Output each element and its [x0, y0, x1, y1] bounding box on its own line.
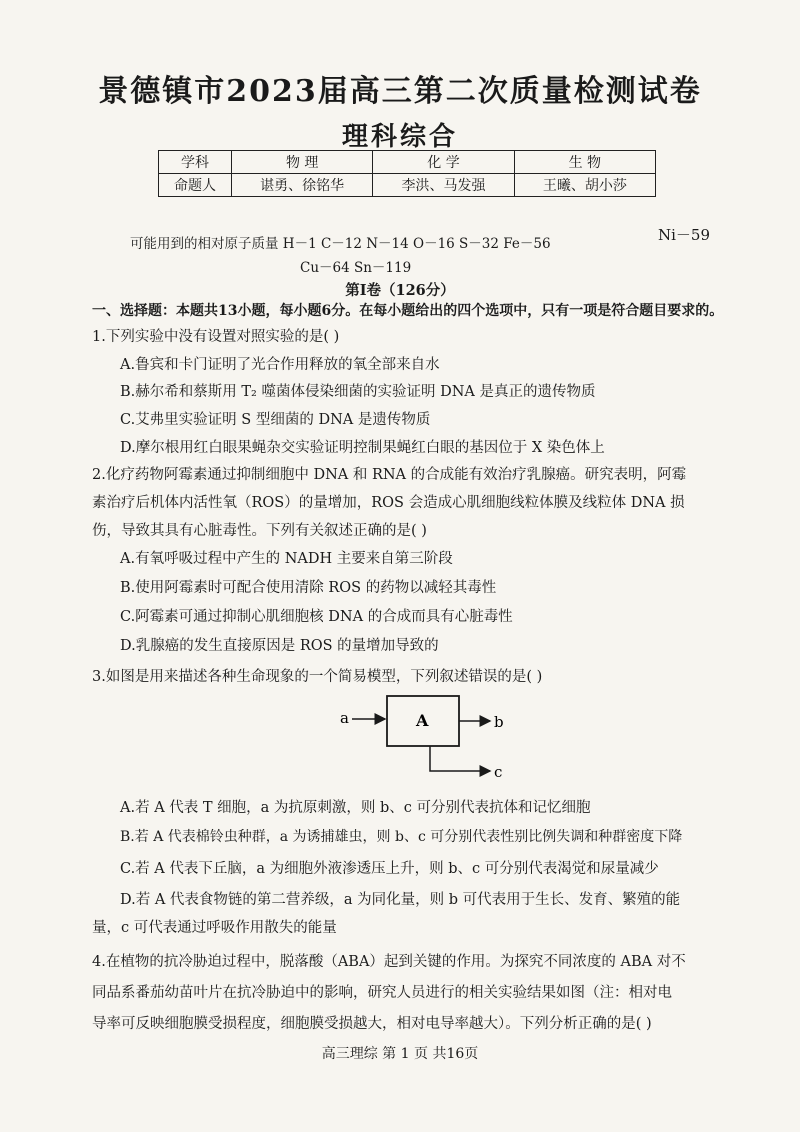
q2-option-b: B.使用阿霉素时可配合使用清除 ROS 的药物以减轻其毒性: [120, 580, 497, 596]
table-cell: 物 理: [232, 151, 373, 174]
table-row: [159, 151, 656, 174]
table-cell: 生 物: [514, 151, 655, 174]
table-row: [159, 174, 656, 197]
table-cell: 谌勇、徐铭华: [232, 174, 373, 197]
atomic-masses-line1: 可能用到的相对原子质量 H－1 C－12 N－14 O－16 S－32 Fe－56: [130, 236, 551, 252]
q1-option-b: B.赫尔希和蔡斯用 T₂ 噬菌体侵染细菌的实验证明 DNA 是真正的遗传物质: [120, 384, 596, 400]
q2-stem-line2: 素治疗后机体内活性氧（ROS）的量增加，ROS 会造成心肌细胞线粒体膜及线粒体 DNA 损: [92, 495, 685, 511]
q2-option-c: C.阿霉素可通过抑制心肌细胞核 DNA 的合成而具有心脏毒性: [120, 609, 513, 625]
q1-option-a: A.鲁宾和卡门证明了光合作用释放的氧全部来自水: [120, 357, 440, 373]
diagram-label-c: c: [494, 763, 503, 781]
q1-stem: 1.下列实验中没有设置对照实验的是( ): [92, 329, 340, 345]
exam-title: 景德镇市2023届高三第二次质量检测试卷: [98, 74, 702, 109]
q3-stem: 3.如图是用来描述各种生命现象的一个简易模型，下列叙述错误的是( ): [92, 669, 543, 685]
diagram-label-box: A: [416, 711, 429, 730]
q3-option-d-line1: D.若 A 代表食物链的第二营养级，a 为同化量，则 b 可代表用于生长、发育、繁殖的能: [120, 892, 681, 908]
q1-option-d: D.摩尔根用红白眼果蝇杂交实验证明控制果蝇红白眼的基因位于 X 染色体上: [120, 440, 605, 456]
section-heading: 一、选择题：本题共13小题，每小题6分。在每小题给出的四个选项中，只有一项是符合题目要求的。: [92, 303, 724, 319]
q3-option-a: A.若 A 代表 T 细胞，a 为抗原刺激，则 b、c 可分别代表抗体和记忆细胞: [120, 800, 591, 816]
q2-stem-line3: 伤，导致其具有心脏毒性。下列有关叙述正确的是( ): [92, 523, 427, 539]
atomic-masses-ni: Ni－59: [658, 226, 711, 244]
q3-option-d-line2: 量，c 可代表通过呼吸作用散失的能量: [92, 920, 337, 936]
q3-option-b: B.若 A 代表棉铃虫种群，a 为诱捕雄虫，则 b、c 可分别代表性别比例失调和种群密度下降: [120, 829, 683, 845]
q1-option-c: C.艾弗里实验证明 S 型细菌的 DNA 是遗传物质: [120, 412, 431, 428]
table-cell: 王曦、胡小莎: [514, 174, 655, 197]
q2-option-a: A.有氧呼吸过程中产生的 NADH 主要来自第三阶段: [120, 551, 453, 567]
atomic-masses-line2: Cu－64 Sn－119: [300, 260, 412, 276]
q2-option-d: D.乳腺癌的发生直接原因是 ROS 的量增加导致的: [120, 638, 439, 654]
diagram-label-a: a: [340, 709, 349, 727]
table-cell: 李洪、马发强: [373, 174, 514, 197]
page-footer: 高三理综 第 1 页 共16页: [321, 1046, 479, 1062]
arrow-box-to-c: [430, 746, 490, 771]
q4-stem-line3: 导率可反映细胞膜受损程度，细胞膜受损越大，相对电导率越大）。下列分析正确的是( ): [92, 1016, 652, 1032]
table-cell: 命题人: [159, 174, 232, 197]
q4-stem-line1: 4.在植物的抗冷胁迫过程中，脱落酸（ABA）起到关键的作用。为探究不同浓度的 ABA 对不: [92, 954, 686, 970]
table-cell: 学科: [159, 151, 232, 174]
diagram-label-b: b: [494, 713, 504, 731]
exam-subtitle: 理科综合: [341, 122, 458, 152]
table-cell: 化 学: [373, 151, 514, 174]
model-diagram: [330, 690, 530, 790]
q2-stem-line1: 2.化疗药物阿霉素通过抑制细胞中 DNA 和 RNA 的合成能有效治疗乳腺癌。研究表明，阿霉: [92, 467, 687, 483]
volume-heading: 第Ⅰ卷（126分）: [345, 282, 455, 299]
authors-table: [158, 150, 656, 197]
q4-stem-line2: 同品系番茄幼苗叶片在抗冷胁迫中的影响，研究人员进行的相关实验结果如图（注：相对电: [92, 985, 672, 1001]
q3-option-c: C.若 A 代表下丘脑，a 为细胞外液渗透压上升，则 b、c 可分别代表渴觉和尿量减少: [120, 861, 659, 877]
